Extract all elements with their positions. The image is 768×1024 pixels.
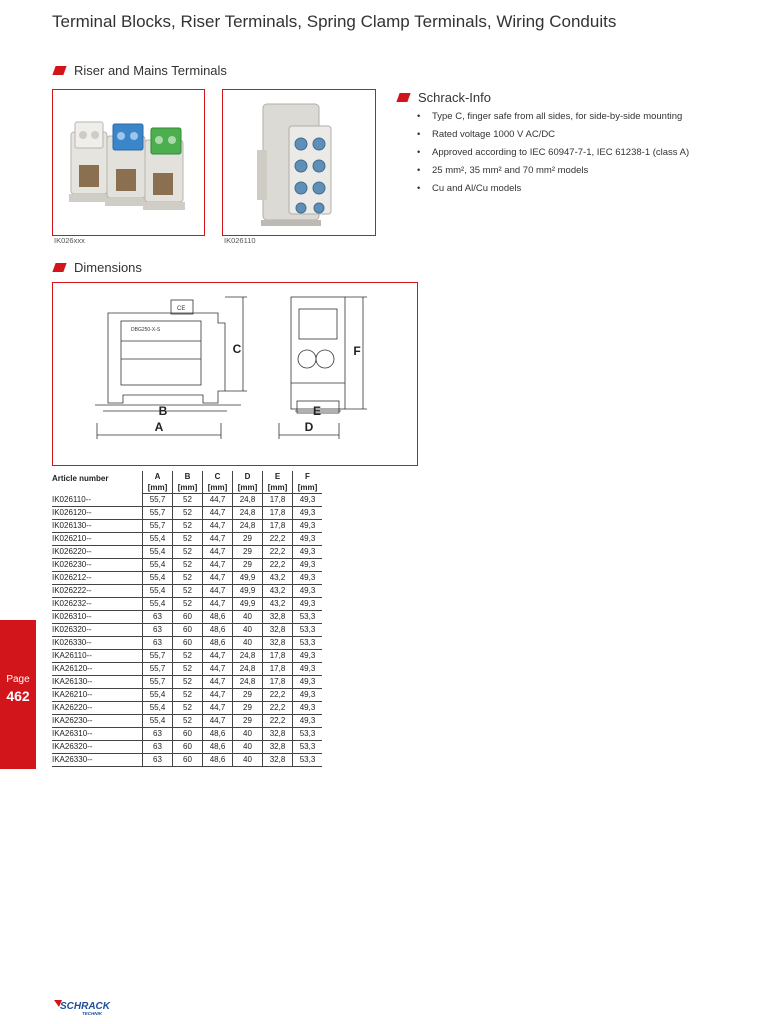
dimension-cell: 24,8 <box>233 520 263 533</box>
dimension-cell: 63 <box>143 624 173 637</box>
dimension-cell: 44,7 <box>203 546 233 559</box>
bullet-icon: • <box>417 111 421 122</box>
dimension-cell: 52 <box>173 689 203 702</box>
table-row <box>52 637 322 650</box>
dimension-cell: 43,2 <box>263 572 293 585</box>
dimension-cell: 24,8 <box>233 650 263 663</box>
article-number-cell: IKA26110-- <box>52 650 143 663</box>
dimension-cell: 52 <box>173 494 203 507</box>
section-flag-icon <box>52 263 66 272</box>
dimension-cell: 52 <box>173 650 203 663</box>
dimension-cell: 63 <box>143 611 173 624</box>
dimension-cell: 32,8 <box>263 741 293 754</box>
table-row <box>52 676 322 689</box>
dimension-cell: 32,8 <box>263 637 293 650</box>
article-number-cell: IKA26330-- <box>52 754 143 767</box>
dimension-cell: 55,7 <box>143 676 173 689</box>
dimension-cell: 40 <box>233 624 263 637</box>
dimension-cell: 44,7 <box>203 559 233 572</box>
dimension-cell: 60 <box>173 637 203 650</box>
article-number-cell: IK026220-- <box>52 546 143 559</box>
table-header-article: Article number <box>52 474 109 483</box>
dimension-cell: 60 <box>173 728 203 741</box>
dimension-cell: 48,6 <box>203 741 233 754</box>
section-heading-info <box>398 90 491 105</box>
dimension-cell: 52 <box>173 507 203 520</box>
article-number-cell: IKA26120-- <box>52 663 143 676</box>
article-number-cell: IKA26320-- <box>52 741 143 754</box>
dimension-cell: 55,7 <box>143 494 173 507</box>
dimension-label-f: F <box>353 344 361 358</box>
section-title: Dimensions <box>74 260 142 275</box>
riser-terminal-illustration <box>223 90 375 235</box>
dimension-cell: 44,7 <box>203 702 233 715</box>
article-number-cell: IK026320-- <box>52 624 143 637</box>
bullet-icon: • <box>417 165 421 176</box>
dimension-cell: 49,9 <box>233 585 263 598</box>
dimension-label-b: B <box>158 404 168 418</box>
terminal-blue <box>105 124 147 206</box>
dimension-cell: 48,6 <box>203 611 233 624</box>
dimension-cell: 63 <box>143 741 173 754</box>
bullet-icon: • <box>417 129 421 140</box>
dimension-cell: 44,7 <box>203 585 233 598</box>
article-number-cell: IK026212-- <box>52 572 143 585</box>
page-title: Terminal Blocks, Riser Terminals, Spring Clamp Terminals, Wiring Conduits <box>52 12 617 31</box>
info-item: • Approved according to IEC 60947-7-1, IEC 61238-1 (class A) <box>417 147 690 158</box>
spec-table <box>52 471 322 767</box>
dimension-cell: 49,3 <box>293 598 323 611</box>
terminal-blocks-illustration <box>53 90 204 235</box>
brand-name: SCHRACK <box>60 1001 110 1012</box>
dimension-cell: 60 <box>173 611 203 624</box>
dimension-cell: 52 <box>173 585 203 598</box>
dimension-cell: 49,3 <box>293 507 323 520</box>
dimension-cell: 52 <box>173 546 203 559</box>
section-heading-dimensions <box>54 260 142 275</box>
dimension-cell: 43,2 <box>263 585 293 598</box>
table-row <box>52 741 322 754</box>
dimension-cell: 48,6 <box>203 624 233 637</box>
dimension-cell: 24,8 <box>233 507 263 520</box>
article-number-cell: IK026110-- <box>52 494 143 507</box>
table-row <box>52 650 322 663</box>
table-row <box>52 702 322 715</box>
table-row <box>52 624 322 637</box>
article-number-cell: IKA26230-- <box>52 715 143 728</box>
table-row <box>52 533 322 546</box>
table-row <box>52 494 322 507</box>
dimension-cell: 40 <box>233 741 263 754</box>
product-photo-group <box>52 89 205 236</box>
dimension-cell: 40 <box>233 754 263 767</box>
dimension-cell: 49,3 <box>293 559 323 572</box>
dimension-cell: 40 <box>233 728 263 741</box>
dimension-cell: 49,3 <box>293 702 323 715</box>
dimension-cell: 52 <box>173 572 203 585</box>
dimension-cell: 44,7 <box>203 689 233 702</box>
section-title: Riser and Mains Terminals <box>74 63 227 78</box>
dimension-cell: 29 <box>233 546 263 559</box>
dimension-cell: 44,7 <box>203 507 233 520</box>
article-number-cell: IK026222-- <box>52 585 143 598</box>
dimension-cell: 49,3 <box>293 689 323 702</box>
dimension-cell: 53,3 <box>293 611 323 624</box>
dimension-cell: 24,8 <box>233 494 263 507</box>
dimension-cell: 52 <box>173 598 203 611</box>
dimension-cell: 49,9 <box>233 598 263 611</box>
dimension-cell: 44,7 <box>203 494 233 507</box>
dimension-cell: 55,4 <box>143 546 173 559</box>
article-number-cell: IK026232-- <box>52 598 143 611</box>
table-header-unit: [mm] <box>203 482 233 494</box>
dimension-cell: 55,4 <box>143 715 173 728</box>
table-header-unit: [mm] <box>233 482 263 494</box>
dimension-cell: 32,8 <box>263 728 293 741</box>
dimension-cell: 17,8 <box>263 520 293 533</box>
table-row <box>52 689 322 702</box>
table-header-col: A <box>143 471 173 482</box>
brand-sub: TECHNIK <box>82 1011 102 1016</box>
table-row <box>52 715 322 728</box>
info-item: • 25 mm², 35 mm² and 70 mm² models <box>417 165 589 176</box>
table-row <box>52 585 322 598</box>
dimension-cell: 44,7 <box>203 676 233 689</box>
table-header-col: B <box>173 471 203 482</box>
technical-drawing <box>53 283 417 465</box>
dimension-cell: 44,7 <box>203 598 233 611</box>
dimension-cell: 22,2 <box>263 689 293 702</box>
article-number-cell: IK026130-- <box>52 520 143 533</box>
dimension-cell: 52 <box>173 559 203 572</box>
dimension-cell: 53,3 <box>293 741 323 754</box>
product-photo-single <box>222 89 376 236</box>
dimension-cell: 53,3 <box>293 728 323 741</box>
table-header-unit: [mm] <box>263 482 293 494</box>
photo-caption-left: IK026xxx <box>54 236 85 245</box>
dimension-cell: 49,3 <box>293 520 323 533</box>
section-flag-icon <box>396 93 410 102</box>
dimension-cell: 52 <box>173 520 203 533</box>
dimension-cell: 52 <box>173 676 203 689</box>
table-header-col: E <box>263 471 293 482</box>
table-row <box>52 520 322 533</box>
dimension-cell: 32,8 <box>263 624 293 637</box>
table-header-unit: [mm] <box>173 482 203 494</box>
dimension-cell: 32,8 <box>263 754 293 767</box>
table-header-unit: [mm] <box>143 482 173 494</box>
schrack-logo <box>52 998 122 1023</box>
info-item: • Rated voltage 1000 V AC/DC <box>417 129 556 140</box>
dimension-cell: 49,3 <box>293 494 323 507</box>
page-label: Page <box>6 674 30 685</box>
brand-logo-icon <box>52 998 122 1018</box>
dimension-cell: 24,8 <box>233 663 263 676</box>
dimension-label-a: A <box>154 420 164 434</box>
article-number-cell: IKA26130-- <box>52 676 143 689</box>
dimension-cell: 52 <box>173 702 203 715</box>
dimension-cell: 32,8 <box>263 611 293 624</box>
section-flag-icon <box>52 66 66 75</box>
dimension-cell: 49,3 <box>293 676 323 689</box>
dimension-cell: 48,6 <box>203 754 233 767</box>
article-number-cell: IK026120-- <box>52 507 143 520</box>
dimension-cell: 60 <box>173 754 203 767</box>
dimension-cell: 44,7 <box>203 715 233 728</box>
dimension-cell: 49,3 <box>293 533 323 546</box>
section-title: Schrack-Info <box>418 90 491 105</box>
dimension-cell: 63 <box>143 637 173 650</box>
info-list <box>417 110 689 200</box>
dimension-cell: 55,7 <box>143 650 173 663</box>
dimension-cell: 60 <box>173 624 203 637</box>
dimension-cell: 49,3 <box>293 546 323 559</box>
dimension-cell: 55,4 <box>143 559 173 572</box>
dimension-cell: 55,7 <box>143 663 173 676</box>
bullet-icon: • <box>417 183 421 194</box>
dimension-cell: 40 <box>233 637 263 650</box>
dimension-cell: 63 <box>143 754 173 767</box>
info-item: • Type C, finger safe from all sides, for side-by-side mounting <box>417 111 683 122</box>
dimension-cell: 29 <box>233 715 263 728</box>
dimension-cell: 44,7 <box>203 572 233 585</box>
spec-table-body <box>52 494 322 767</box>
dimension-cell: 17,8 <box>263 650 293 663</box>
dimension-label-c: C <box>232 342 242 356</box>
table-row <box>52 611 322 624</box>
table-row <box>52 507 322 520</box>
dimension-cell: 22,2 <box>263 559 293 572</box>
dimension-cell: 53,3 <box>293 624 323 637</box>
terminal-green <box>143 128 185 210</box>
table-header-col: C <box>203 471 233 482</box>
terminal-grey <box>69 122 109 202</box>
table-row <box>52 754 322 767</box>
dimension-cell: 44,7 <box>203 650 233 663</box>
dimension-cell: 40 <box>233 611 263 624</box>
article-number-cell: IK026210-- <box>52 533 143 546</box>
dimension-cell: 44,7 <box>203 520 233 533</box>
dimension-cell: 55,7 <box>143 507 173 520</box>
dimension-cell: 52 <box>173 715 203 728</box>
article-number-cell: IK026310-- <box>52 611 143 624</box>
dimension-cell: 49,3 <box>293 585 323 598</box>
article-number-cell: IKA26310-- <box>52 728 143 741</box>
dimension-cell: 49,3 <box>293 715 323 728</box>
table-row <box>52 728 322 741</box>
ce-mark: CE <box>177 306 186 312</box>
dimension-cell: 22,2 <box>263 546 293 559</box>
dimension-cell: 22,2 <box>263 702 293 715</box>
dimension-cell: 55,4 <box>143 572 173 585</box>
photo-caption-right: IK026110 <box>224 236 256 245</box>
dimension-cell: 24,8 <box>233 676 263 689</box>
table-row <box>52 546 322 559</box>
dimension-cell: 55,4 <box>143 689 173 702</box>
page-number: 462 <box>6 688 30 704</box>
dimension-label-e: E <box>312 404 322 418</box>
table-header-col: D <box>233 471 263 482</box>
dimension-cell: 17,8 <box>263 676 293 689</box>
dimension-cell: 29 <box>233 533 263 546</box>
article-number-cell: IKA26210-- <box>52 689 143 702</box>
dimension-cell: 60 <box>173 741 203 754</box>
bullet-icon: • <box>417 147 421 158</box>
article-number-cell: IK026330-- <box>52 637 143 650</box>
table-header-unit: [mm] <box>293 482 323 494</box>
dimension-cell: 17,8 <box>263 494 293 507</box>
dimension-cell: 55,4 <box>143 598 173 611</box>
dimension-cell: 53,3 <box>293 754 323 767</box>
page-tab <box>0 620 36 769</box>
dimension-cell: 29 <box>233 559 263 572</box>
dimension-cell: 55,4 <box>143 585 173 598</box>
dimension-cell: 22,2 <box>263 715 293 728</box>
dimension-label-d: D <box>304 420 314 434</box>
dimension-cell: 29 <box>233 702 263 715</box>
table-row <box>52 663 322 676</box>
dimension-cell: 53,3 <box>293 637 323 650</box>
dimension-cell: 49,9 <box>233 572 263 585</box>
dimension-drawing <box>52 282 418 466</box>
dimension-cell: 49,3 <box>293 650 323 663</box>
dimension-cell: 17,8 <box>263 663 293 676</box>
table-row <box>52 572 322 585</box>
dimension-cell: 52 <box>173 663 203 676</box>
dimension-cell: 29 <box>233 689 263 702</box>
table-row <box>52 559 322 572</box>
table-header-col: F <box>293 471 323 482</box>
article-number-cell: IKA26220-- <box>52 702 143 715</box>
dimension-cell: 52 <box>173 533 203 546</box>
table-row <box>52 598 322 611</box>
dimension-cell: 44,7 <box>203 533 233 546</box>
dimension-cell: 49,3 <box>293 572 323 585</box>
section-heading-riser <box>54 63 227 78</box>
dimension-cell: 17,8 <box>263 507 293 520</box>
dimension-cell: 48,6 <box>203 637 233 650</box>
dimension-cell: 48,6 <box>203 728 233 741</box>
info-item: • Cu and Al/Cu models <box>417 183 522 194</box>
dimension-cell: 22,2 <box>263 533 293 546</box>
dimension-cell: 43,2 <box>263 598 293 611</box>
dimension-cell: 55,4 <box>143 702 173 715</box>
dimension-cell: 44,7 <box>203 663 233 676</box>
drawing-product-code: DBG250-X-S <box>131 327 161 333</box>
dimension-cell: 49,3 <box>293 663 323 676</box>
dimension-cell: 55,4 <box>143 533 173 546</box>
dimension-cell: 63 <box>143 728 173 741</box>
dimension-cell: 55,7 <box>143 520 173 533</box>
article-number-cell: IK026230-- <box>52 559 143 572</box>
